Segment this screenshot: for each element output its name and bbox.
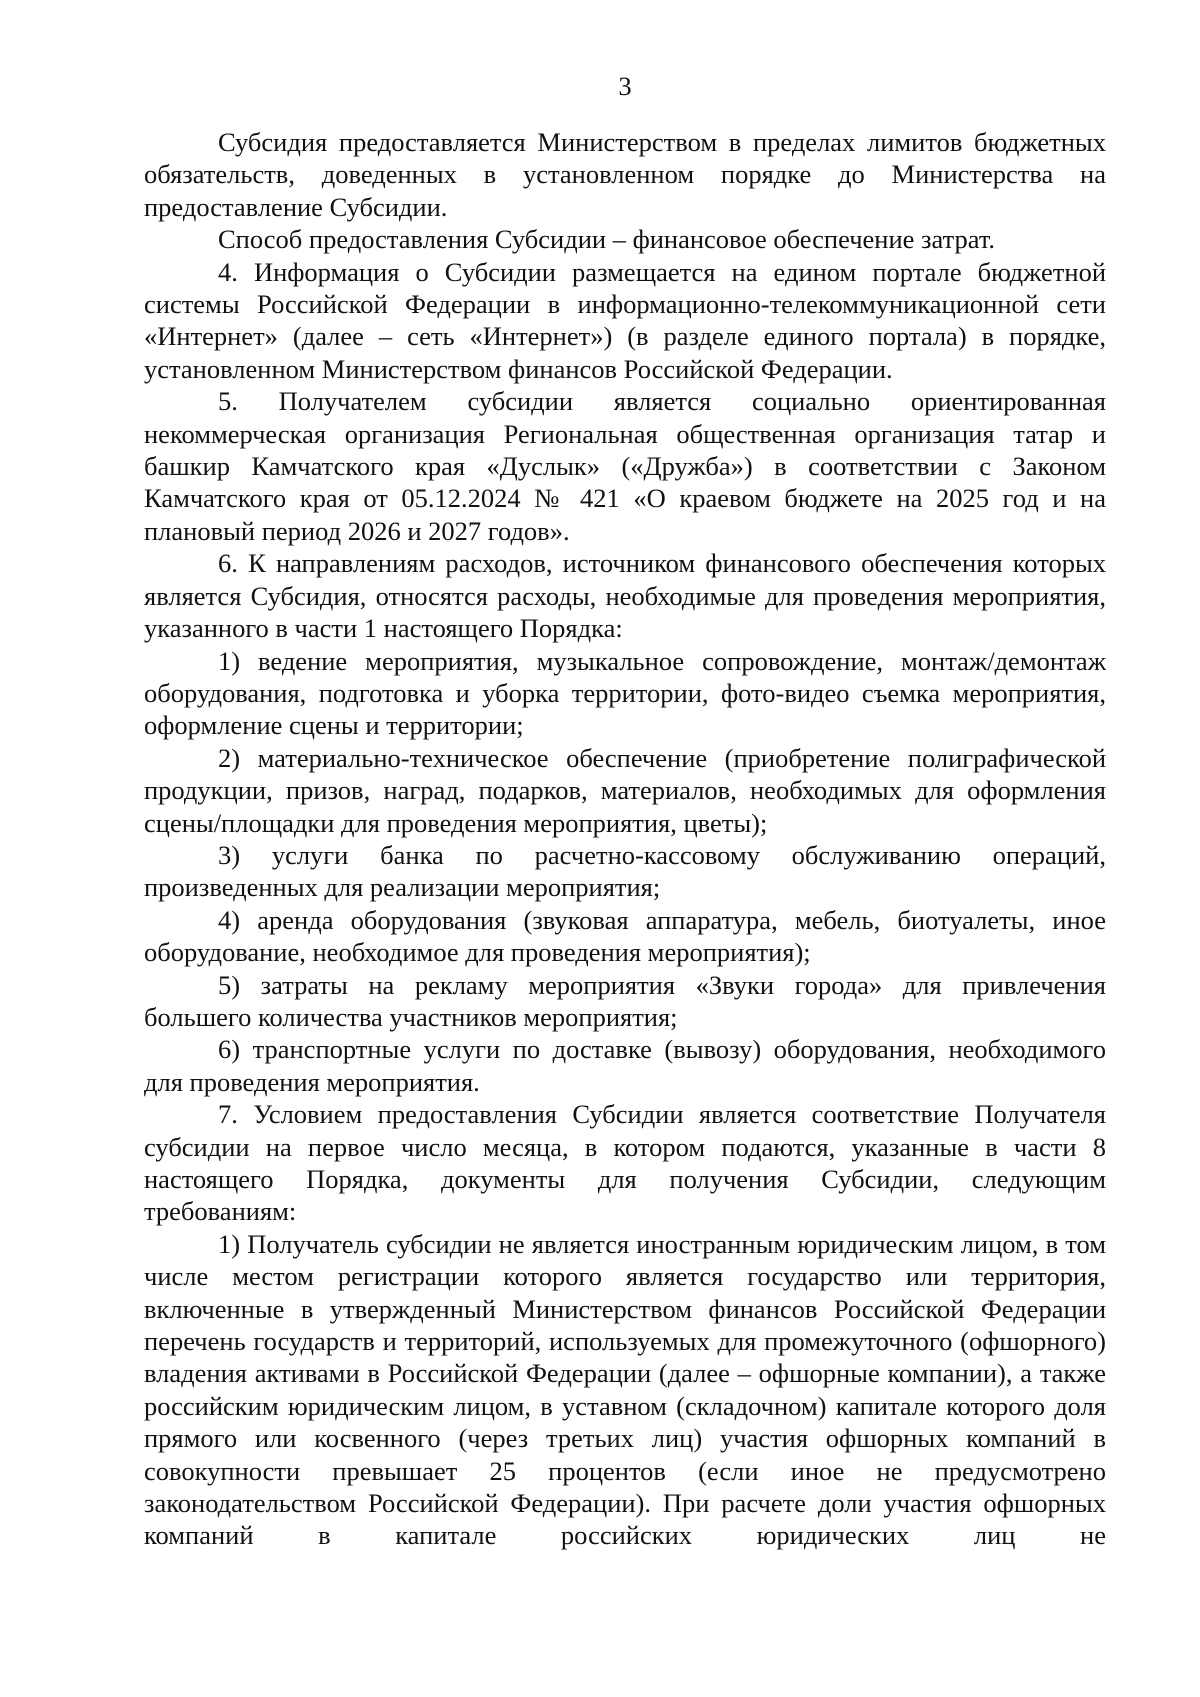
paragraph-subsidy-method: Способ предоставления Субсидии – финансовое обеспечение затрат. (218, 224, 996, 255)
paragraph-subsidy-limits: Субсидия предоставляется Министерством в пределах лимитов бюджетных обязательств, доведенных в установленном порядке до Министерства на предоставление Субсидии. (144, 127, 1106, 222)
list-item-6-3: 3) услуги банка по расчетно-кассовому обслуживанию операций, произведенных для реализации мероприятия; (144, 839, 1106, 903)
list-item-6-2: 2) материально-техническое обеспечение (приобретение полиграфической продукции, призов, наград, подарков, материалов, необходимых для оформления сцены/площадки для проведения мероприятия, цветы); (144, 742, 1106, 838)
list-item-6-6: 6) транспортные услуги по доставке (вывозу) оборудования, необходимого для проведения мероприятия. (144, 1034, 1106, 1097)
paragraph-7-conditions: 7. Условием предоставления Субсидии является соответствие Получателя субсидии на первое число месяца, в котором подаются, указанные в части 8 настоящего Порядка, документы для получения Субсидии, следующим требованиям: (144, 1099, 1106, 1227)
list-item-6-5: 5) затраты на рекламу мероприятия «Звуки города» для привлечения большего количества участников мероприятия; (144, 969, 1106, 1032)
list-item-6-1: 1) ведение мероприятия, музыкальное сопровождение, монтаж/демонтаж оборудования, подготовка и уборка территории, фото-видео съемка мероприятия, оформление сцены и территории; (144, 645, 1106, 741)
list-item-6-4: 4) аренда оборудования (звуковая аппаратура, мебель, биотуалеты, иное оборудование, необходимое для проведения мероприятия); (144, 904, 1106, 968)
paragraph-6-expense-directions: 6. К направлениям расходов, источником финансового обеспечения которых является Субсидия, относятся расходы, необходимые для проведения мероприятия, указанного в части 1 настоящего Порядка: (144, 548, 1106, 644)
document-page (144, 70, 1106, 1552)
page-number: 3 (618, 71, 632, 101)
list-item-7-1: 1) Получатель субсидии не является иностранным юридическим лицом, в том числе местом регистрации которого является государство или территория, включенные в утвержденный Министерством финансов Российской Федерации перечень государств и территорий, используемых для промежуточного (офшорного) владения активами в Российской Федерации (далее – офшорные компании), а также российским юридическим лицом, в уставном (складочном) капитале которого доля прямого или косвенного (через третьих лиц) участия офшорных компаний в совокупности превышает 25 процентов (если иное не предусмотрено законодательством Российской Федерации). При расчете доли участия офшорных компаний в капитале российских юридических лиц не (144, 1228, 1106, 1551)
paragraph-5-recipient: 5. Получателем субсидии является социально ориентированная некоммерческая организация Региональная общественная организация татар и башкир Камчатского края «Дуслык» («Дружба») в соответствии с Законом Камчатского края от 05.12.2024 № 421 «О краевом бюджете на 2025 год и на плановый период 2026 и 2027 годов». (144, 386, 1106, 546)
paragraph-4-portal-info: 4. Информация о Субсидии размещается на едином портале бюджетной системы Российской Федерации в информационно-телекоммуникационной сети «Интернет» (далее – сеть «Интернет») (в разделе единого портала) в порядке, установленном Министерством финансов Российской Федерации. (144, 256, 1106, 384)
